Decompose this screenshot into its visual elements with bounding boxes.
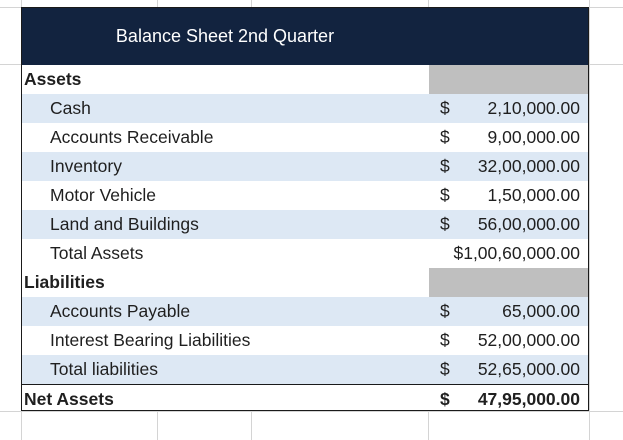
table-row[interactable] <box>22 326 588 355</box>
row-label: Interest Bearing Liabilities <box>50 330 251 350</box>
value-cell[interactable] <box>429 355 588 384</box>
row-label: Net Assets <box>24 389 114 409</box>
value-cell[interactable] <box>429 152 588 181</box>
currency-symbol: $ <box>440 359 450 379</box>
table-row[interactable] <box>22 210 588 239</box>
currency-symbol: $ <box>440 156 450 176</box>
value-cell[interactable] <box>429 268 588 297</box>
row-value: 47,95,000.00 <box>477 389 580 409</box>
value-cell[interactable] <box>429 65 588 94</box>
table-row[interactable] <box>22 94 588 123</box>
value-cell[interactable] <box>429 210 588 239</box>
section-row[interactable] <box>22 65 588 94</box>
value-cell[interactable] <box>429 385 588 414</box>
value-cell[interactable] <box>429 326 588 355</box>
row-label: Total Assets <box>50 243 144 263</box>
row-label: Cash <box>50 98 91 118</box>
table-row[interactable] <box>22 181 588 210</box>
row-label: Assets <box>24 69 82 89</box>
table-row[interactable] <box>22 152 588 181</box>
row-label: Accounts Payable <box>50 301 191 321</box>
table-row[interactable] <box>22 123 588 152</box>
row-label: Total liabilities <box>50 359 158 379</box>
value-cell[interactable] <box>429 123 588 152</box>
currency-symbol: $ <box>440 98 450 118</box>
table-row[interactable] <box>22 355 588 384</box>
row-value: 2,10,000.00 <box>487 98 580 118</box>
currency-symbol: $ <box>440 127 450 147</box>
currency-symbol: $ <box>440 301 450 321</box>
balance-sheet-table <box>21 7 589 411</box>
row-label: Inventory <box>50 156 122 176</box>
value-cell[interactable] <box>429 181 588 210</box>
row-value: 52,00,000.00 <box>477 330 580 350</box>
row-label: Land and Buildings <box>50 214 199 234</box>
row-value: 56,00,000.00 <box>477 214 580 234</box>
row-value: 32,00,000.00 <box>477 156 580 176</box>
row-value: 9,00,000.00 <box>487 127 580 147</box>
value-cell[interactable] <box>429 239 588 268</box>
section-row[interactable] <box>22 268 588 297</box>
value-cell[interactable] <box>429 94 588 123</box>
gridline <box>589 0 590 440</box>
table-row[interactable] <box>22 239 588 268</box>
sheet-title: Balance Sheet 2nd Quarter <box>115 26 335 46</box>
table-row[interactable] <box>22 297 588 326</box>
net-assets-row[interactable] <box>22 384 588 412</box>
title-cell[interactable] <box>22 8 588 65</box>
row-value: $1,00,60,000.00 <box>453 243 580 263</box>
currency-symbol: $ <box>440 185 450 205</box>
value-cell[interactable] <box>429 297 588 326</box>
currency-symbol: $ <box>440 389 450 409</box>
row-value: 52,65,000.00 <box>477 359 580 379</box>
row-label: Liabilities <box>24 272 105 292</box>
row-label: Motor Vehicle <box>50 185 157 205</box>
row-value: 65,000.00 <box>502 301 580 321</box>
currency-symbol: $ <box>440 330 450 350</box>
row-value: 1,50,000.00 <box>487 185 580 205</box>
currency-symbol: $ <box>440 214 450 234</box>
row-label: Accounts Receivable <box>50 127 214 147</box>
